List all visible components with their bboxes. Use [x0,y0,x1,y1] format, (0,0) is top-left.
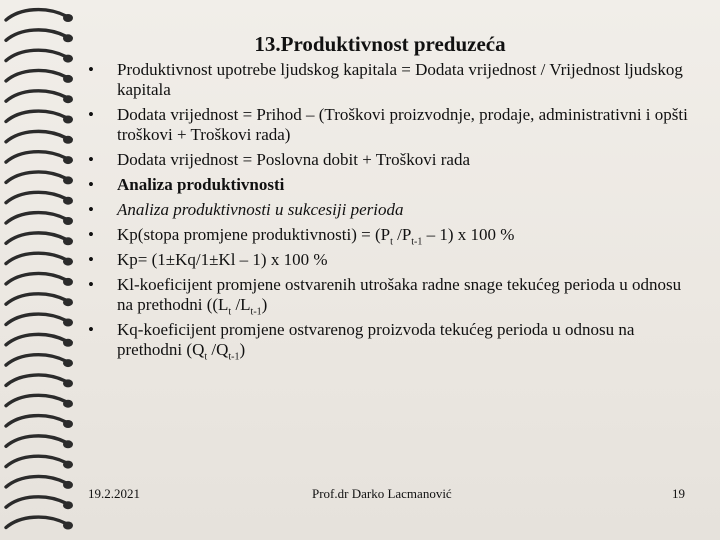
formula-part: /Q [207,340,229,359]
spiral-coil [6,273,66,283]
bullet-item-1 [88,60,688,100]
spiral-coil [6,436,66,446]
spiral-coil [6,416,66,426]
bullet-text-italic: Analiza produktivnosti u sukcesiji perioda [117,200,404,219]
spiral-coil [6,131,66,141]
bullet-item-2 [88,105,688,145]
spiral-coil [6,456,66,466]
formula-part: /L [231,295,251,314]
bullet-item-5 [88,200,688,220]
spiral-hole [63,339,73,347]
formula-subscript: t [204,351,208,363]
spiral-binding [0,0,80,540]
footer-page-number: 19 [672,486,685,501]
bullet-text-bold: Analiza produktivnosti [117,175,285,194]
spiral-hole [63,116,73,124]
footer-author: Prof.dr Darko Lacmanović [312,486,452,501]
bullet-dot: • [88,320,94,339]
spiral-coil [6,355,66,365]
bullet-text: Dodata vrijednost = Prihod – (Troškovi proizvodnje, prodaje, administrativni i opšti troškovi + Troškovi rada) [117,105,688,144]
spiral-coil [6,253,66,263]
formula-subscript: t-1 [250,306,262,318]
spiral-hole [63,14,73,22]
spiral-hole [63,75,73,83]
spiral-coil [6,192,66,202]
spiral-hole [63,197,73,205]
spiral-hole [63,258,73,266]
spiral-hole [63,501,73,509]
spiral-coil [6,91,66,101]
formula-part: Kp(stopa promjene produktivnosti) = (P [117,225,391,244]
spiral-coil [6,213,66,223]
spiral-hole [63,298,73,306]
bullet-item-9 [88,320,688,363]
formula-part: – 1) x 100 % [422,225,515,244]
spiral-hole [63,379,73,387]
bullet-dot: • [88,175,94,194]
spiral-coil [6,497,66,507]
spiral-coil [6,172,66,182]
bullet-dot: • [88,200,94,219]
spiral-coil [6,111,66,121]
spiral-hole [63,319,73,327]
spiral-coil [6,233,66,243]
spiral-coil [6,314,66,324]
bullet-item-6 [88,225,688,248]
spiral-coil [6,476,66,486]
spiral-coil [6,517,66,527]
spiral-coil [6,375,66,385]
formula-subscript: t [228,306,232,318]
spiral-coil [6,10,66,20]
spiral-coil [6,50,66,60]
formula-part: ) [239,340,246,359]
bullet-item-4 [88,175,688,195]
bullet-text: Produktivnost upotrebe ljudskog kapitala = Dodata vrijednost / Vrijednost ljudskog kapitala [117,60,683,99]
formula-part: Kl-koeficijent promjene ostvarenih utrošaka radne snage tekućeg perioda u odnosu na prethodni ((L [117,275,682,314]
formula-part: Kq-koeficijent promjene ostvarenog proizvoda tekućeg perioda u odnosu na prethodni (Q [117,320,635,359]
spiral-hole [63,34,73,42]
formula-subscript: t [390,236,393,248]
formula-subscript: t-1 [411,236,423,248]
spiral-coil [6,395,66,405]
bullet-text: Dodata vrijednost = Poslovna dobit + Troškovi rada [117,150,471,169]
spiral-hole [63,481,73,489]
spiral-hole [63,95,73,103]
bullet-item-8 [88,275,688,318]
bullet-dot: • [88,225,94,244]
spiral-coil [6,30,66,40]
formula-part: ) [261,295,268,314]
spiral-hole [63,217,73,225]
spiral-hole [63,522,73,530]
bullet-dot: • [88,105,94,124]
spiral-hole [63,176,73,184]
spiral-hole [63,420,73,428]
formula-subscript: t-1 [228,351,240,363]
formula-part: /P [392,225,412,244]
spiral-hole [63,461,73,469]
bullet-text: Kp= (1±Kq/1±Kl – 1) x 100 % [117,250,328,269]
spiral-hole [63,156,73,164]
bullet-dot: • [88,275,94,294]
spiral-coil [6,152,66,162]
slide-title: 13.Produktivnost preduzeća [254,32,506,56]
bullet-dot: • [88,150,94,169]
bullet-item-7 [88,250,688,270]
bullet-list [88,60,688,365]
spiral-hole [63,440,73,448]
bullet-dot: • [88,250,94,269]
spiral-coil [6,294,66,304]
spiral-hole [63,400,73,408]
spiral-hole [63,359,73,367]
spiral-hole [63,136,73,144]
spiral-hole [63,237,73,245]
spiral-hole [63,278,73,286]
bullet-item-3 [88,150,688,170]
spiral-coil [6,334,66,344]
spiral-coil [6,70,66,80]
footer-date: 19.2.2021 [88,486,140,501]
spiral-hole [63,55,73,63]
bullet-dot: • [88,60,94,79]
